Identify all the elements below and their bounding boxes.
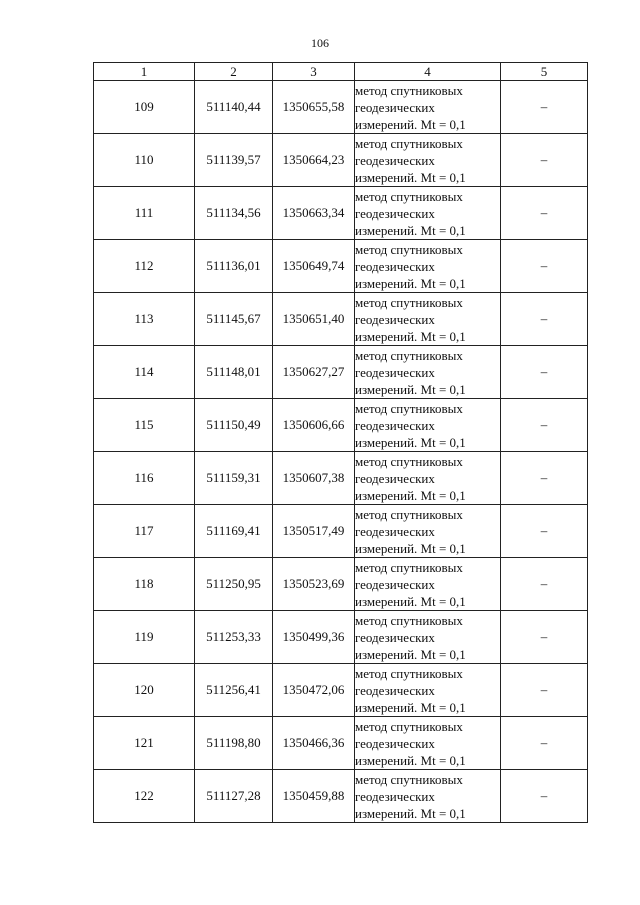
method-line-3: измерений. Mt = 0,1 xyxy=(355,752,466,768)
method-line-2: геодезических xyxy=(355,417,435,433)
table-body xyxy=(94,81,588,823)
method-line-2: геодезических xyxy=(355,682,435,698)
method-line-2: геодезических xyxy=(355,205,435,221)
header-row xyxy=(94,63,588,81)
coordinate-y: 1350466,36 xyxy=(273,717,355,770)
method-line-1: метод спутниковых xyxy=(355,559,463,575)
note-cell: – xyxy=(501,770,588,823)
method-line-3: измерений. Mt = 0,1 xyxy=(355,275,466,291)
method-line-1: метод спутниковых xyxy=(355,506,463,522)
coordinates-table xyxy=(93,62,588,823)
method-line-1: метод спутниковых xyxy=(355,453,463,469)
table-row xyxy=(94,664,588,717)
method-line-3: измерений. Mt = 0,1 xyxy=(355,328,466,344)
coordinate-x: 511134,56 xyxy=(195,187,273,240)
method-line-2: геодезических xyxy=(355,629,435,645)
method-line-3: измерений. Mt = 0,1 xyxy=(355,434,466,450)
table-row xyxy=(94,558,588,611)
coordinate-y: 1350664,23 xyxy=(273,134,355,187)
method-line-2: геодезических xyxy=(355,311,435,327)
method-cell xyxy=(355,452,501,505)
point-number: 118 xyxy=(94,558,195,611)
note-cell: – xyxy=(501,717,588,770)
coordinate-x: 511139,57 xyxy=(195,134,273,187)
method-line-2: геодезических xyxy=(355,258,435,274)
coordinate-x: 511198,80 xyxy=(195,717,273,770)
note-cell: – xyxy=(501,293,588,346)
table-header xyxy=(94,63,588,81)
column-header-3: 3 xyxy=(273,63,355,81)
column-header-2: 2 xyxy=(195,63,273,81)
coordinate-y: 1350523,69 xyxy=(273,558,355,611)
table-row xyxy=(94,240,588,293)
coordinate-x: 511169,41 xyxy=(195,505,273,558)
method-line-1: метод спутниковых xyxy=(355,400,463,416)
note-cell: – xyxy=(501,505,588,558)
table-row xyxy=(94,505,588,558)
method-line-1: метод спутниковых xyxy=(355,612,463,628)
coordinate-x: 511150,49 xyxy=(195,399,273,452)
table-row xyxy=(94,346,588,399)
method-cell xyxy=(355,134,501,187)
method-line-1: метод спутниковых xyxy=(355,771,463,787)
note-cell: – xyxy=(501,558,588,611)
method-line-1: метод спутниковых xyxy=(355,188,463,204)
table-row xyxy=(94,452,588,505)
method-line-3: измерений. Mt = 0,1 xyxy=(355,169,466,185)
column-header-4: 4 xyxy=(355,63,501,81)
method-line-3: измерений. Mt = 0,1 xyxy=(355,487,466,503)
method-cell xyxy=(355,611,501,664)
point-number: 114 xyxy=(94,346,195,399)
table-row xyxy=(94,717,588,770)
point-number: 109 xyxy=(94,81,195,134)
page-number: 106 xyxy=(311,36,329,50)
note-cell: – xyxy=(501,346,588,399)
table-row xyxy=(94,134,588,187)
table-row xyxy=(94,81,588,134)
method-line-1: метод спутниковых xyxy=(355,347,463,363)
coordinate-y: 1350517,49 xyxy=(273,505,355,558)
point-number: 115 xyxy=(94,399,195,452)
method-cell xyxy=(355,770,501,823)
method-line-2: геодезических xyxy=(355,152,435,168)
note-cell: – xyxy=(501,134,588,187)
coordinate-x: 511145,67 xyxy=(195,293,273,346)
method-line-1: метод спутниковых xyxy=(355,135,463,151)
method-cell xyxy=(355,717,501,770)
note-cell: – xyxy=(501,399,588,452)
coordinate-y: 1350499,36 xyxy=(273,611,355,664)
coordinate-x: 511159,31 xyxy=(195,452,273,505)
method-line-1: метод спутниковых xyxy=(355,82,463,98)
coordinate-x: 511136,01 xyxy=(195,240,273,293)
coordinate-y: 1350649,74 xyxy=(273,240,355,293)
coordinate-y: 1350459,88 xyxy=(273,770,355,823)
method-line-3: измерений. Mt = 0,1 xyxy=(355,222,466,238)
column-header-5: 5 xyxy=(501,63,588,81)
table-row xyxy=(94,293,588,346)
method-cell xyxy=(355,558,501,611)
method-cell xyxy=(355,399,501,452)
coordinate-y: 1350606,66 xyxy=(273,399,355,452)
point-number: 117 xyxy=(94,505,195,558)
note-cell: – xyxy=(501,664,588,717)
note-cell: – xyxy=(501,81,588,134)
method-cell xyxy=(355,664,501,717)
coordinate-x: 511256,41 xyxy=(195,664,273,717)
point-number: 119 xyxy=(94,611,195,664)
note-cell: – xyxy=(501,187,588,240)
point-number: 110 xyxy=(94,134,195,187)
table-row xyxy=(94,399,588,452)
table-row xyxy=(94,611,588,664)
method-line-2: геодезических xyxy=(355,788,435,804)
coordinate-x: 511250,95 xyxy=(195,558,273,611)
coordinate-x: 511127,28 xyxy=(195,770,273,823)
method-line-3: измерений. Mt = 0,1 xyxy=(355,381,466,397)
coordinate-x: 511253,33 xyxy=(195,611,273,664)
point-number: 113 xyxy=(94,293,195,346)
method-line-2: геодезических xyxy=(355,99,435,115)
coordinate-x: 511148,01 xyxy=(195,346,273,399)
point-number: 120 xyxy=(94,664,195,717)
method-line-1: метод спутниковых xyxy=(355,294,463,310)
coordinate-y: 1350607,38 xyxy=(273,452,355,505)
method-line-3: измерений. Mt = 0,1 xyxy=(355,805,466,821)
coordinate-x: 511140,44 xyxy=(195,81,273,134)
point-number: 122 xyxy=(94,770,195,823)
method-line-1: метод спутниковых xyxy=(355,665,463,681)
point-number: 121 xyxy=(94,717,195,770)
method-line-1: метод спутниковых xyxy=(355,718,463,734)
table-row xyxy=(94,187,588,240)
method-line-1: метод спутниковых xyxy=(355,241,463,257)
point-number: 112 xyxy=(94,240,195,293)
coordinate-y: 1350663,34 xyxy=(273,187,355,240)
method-cell xyxy=(355,293,501,346)
column-header-1: 1 xyxy=(94,63,195,81)
point-number: 116 xyxy=(94,452,195,505)
method-line-2: геодезических xyxy=(355,523,435,539)
method-cell xyxy=(355,505,501,558)
note-cell: – xyxy=(501,452,588,505)
method-line-3: измерений. Mt = 0,1 xyxy=(355,699,466,715)
note-cell: – xyxy=(501,611,588,664)
point-number: 111 xyxy=(94,187,195,240)
table-row xyxy=(94,770,588,823)
method-line-2: геодезических xyxy=(355,364,435,380)
method-line-3: измерений. Mt = 0,1 xyxy=(355,116,466,132)
note-cell: – xyxy=(501,240,588,293)
method-cell xyxy=(355,81,501,134)
coordinate-y: 1350472,06 xyxy=(273,664,355,717)
method-line-2: геодезических xyxy=(355,470,435,486)
method-line-2: геодезических xyxy=(355,735,435,751)
method-cell xyxy=(355,240,501,293)
coordinate-y: 1350651,40 xyxy=(273,293,355,346)
coordinate-y: 1350655,58 xyxy=(273,81,355,134)
method-line-3: измерений. Mt = 0,1 xyxy=(355,593,466,609)
method-line-3: измерений. Mt = 0,1 xyxy=(355,540,466,556)
method-cell xyxy=(355,346,501,399)
method-line-3: измерений. Mt = 0,1 xyxy=(355,646,466,662)
method-line-2: геодезических xyxy=(355,576,435,592)
coordinate-y: 1350627,27 xyxy=(273,346,355,399)
method-cell xyxy=(355,187,501,240)
